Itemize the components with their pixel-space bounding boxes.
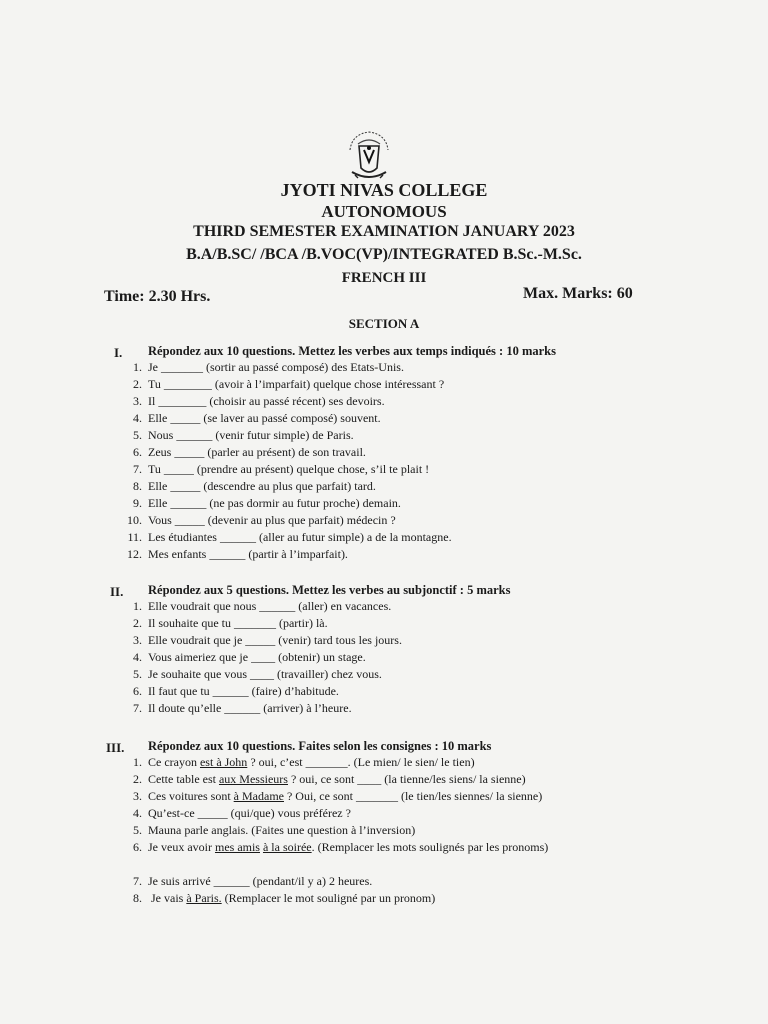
list-item: 2. Tu ________ (avoir à l’imparfait) quelque chose intéressant ? bbox=[133, 377, 445, 391]
list-item: 4. Elle _____ (se laver au passé composé) souvent. bbox=[133, 411, 381, 425]
list-item: 7. Tu _____ (prendre au présent) quelque chose, s’il te plait ! bbox=[133, 462, 430, 476]
list-item: 1. Ce crayon est à John ? oui, c’est _______. (Le mien/ le sien/ le tien) bbox=[133, 755, 475, 769]
list-item: 7. Je suis arrivé ______ (pendant/il y a) 2 heures. bbox=[133, 874, 373, 888]
list-item: 8. Elle _____ (descendre au plus que parfait) tard. bbox=[133, 479, 376, 493]
list-item: 3. Ces voitures sont à Madame ? Oui, ce sont _______ (le tien/les siennes/ la sienne) bbox=[133, 789, 543, 803]
list-item: 11. Les étudiantes ______ (aller au futur simple) a de la montagne. bbox=[127, 530, 452, 544]
part-2-instruction: Répondez aux 5 questions. Mettez les verbes au subjonctif : 5 marks bbox=[148, 583, 511, 597]
list-item: 1. Je _______ (sortir au passé composé) des Etats-Unis. bbox=[133, 360, 404, 374]
part-2-number: II. bbox=[110, 584, 124, 599]
list-item: 7. Il doute qu’elle ______ (arriver) à l’heure. bbox=[133, 701, 352, 715]
college-name: JYOTI NIVAS COLLEGE bbox=[280, 180, 488, 200]
list-item: 8. Je vais à Paris. (Remplacer le mot souligné par un pronom) bbox=[133, 891, 436, 905]
list-item: 1. Elle voudrait que nous ______ (aller) en vacances. bbox=[133, 599, 392, 613]
list-item: 4. Qu’est-ce _____ (qui/que) vous préférez ? bbox=[133, 806, 351, 820]
list-item: 6. Je veux avoir mes amis à la soirée. (Remplacer les mots soulignés par les pronoms) bbox=[133, 840, 549, 854]
part-3-list bbox=[118, 754, 588, 907]
exam-title: THIRD SEMESTER EXAMINATION JANUARY 2023 bbox=[193, 223, 575, 240]
college-crest-icon bbox=[344, 128, 394, 186]
programs-line: B.A/B.SC/ /BCA /B.VOC(VP)/INTEGRATED B.Sc.-M.Sc. bbox=[186, 246, 582, 263]
part-1-number: I. bbox=[114, 345, 123, 360]
section-title: SECTION A bbox=[348, 316, 420, 331]
list-item: 2. Cette table est aux Messieurs ? oui, ce sont ____ (la tienne/les siens/ la sienne) bbox=[133, 772, 526, 786]
subject-title: FRENCH III bbox=[341, 270, 427, 286]
part-3-number: III. bbox=[106, 740, 125, 755]
part-2-list bbox=[118, 598, 402, 717]
list-item: 3. Il ________ (choisir au passé récent) ses devoirs. bbox=[133, 394, 385, 408]
list-item: 10. Vous _____ (devenir au plus que parfait) médecin ? bbox=[127, 513, 396, 527]
list-item: 12. Mes enfants ______ (partir à l’imparfait). bbox=[127, 547, 348, 561]
list-item: 9. Elle ______ (ne pas dormir au futur proche) demain. bbox=[133, 496, 401, 510]
max-marks: Max. Marks: 60 bbox=[523, 285, 633, 302]
list-item: 5. Mauna parle anglais. (Faites une question à l’inversion) bbox=[133, 823, 416, 837]
exam-time: Time: 2.30 Hrs. bbox=[104, 288, 211, 305]
list-item: 5. Je souhaite que vous ____ (travailler) chez vous. bbox=[133, 667, 382, 681]
part-1-list bbox=[118, 359, 452, 563]
part-3-instruction: Répondez aux 10 questions. Faites selon les consignes : 10 marks bbox=[148, 739, 492, 753]
list-item: 6. Zeus _____ (parler au présent) de son travail. bbox=[133, 445, 366, 459]
list-item: 5. Nous ______ (venir futur simple) de Paris. bbox=[133, 428, 354, 442]
list-item: 3. Elle voudrait que je _____ (venir) tard tous les jours. bbox=[133, 633, 402, 647]
college-status: AUTONOMOUS bbox=[321, 202, 447, 221]
list-item: 6. Il faut que tu ______ (faire) d’habitude. bbox=[133, 684, 339, 698]
list-item: 4. Vous aimeriez que je ____ (obtenir) un stage. bbox=[133, 650, 366, 664]
part-1-instruction: Répondez aux 10 questions. Mettez les verbes aux temps indiqués : 10 marks bbox=[148, 344, 556, 358]
list-item: 2. Il souhaite que tu _______ (partir) là. bbox=[133, 616, 328, 630]
